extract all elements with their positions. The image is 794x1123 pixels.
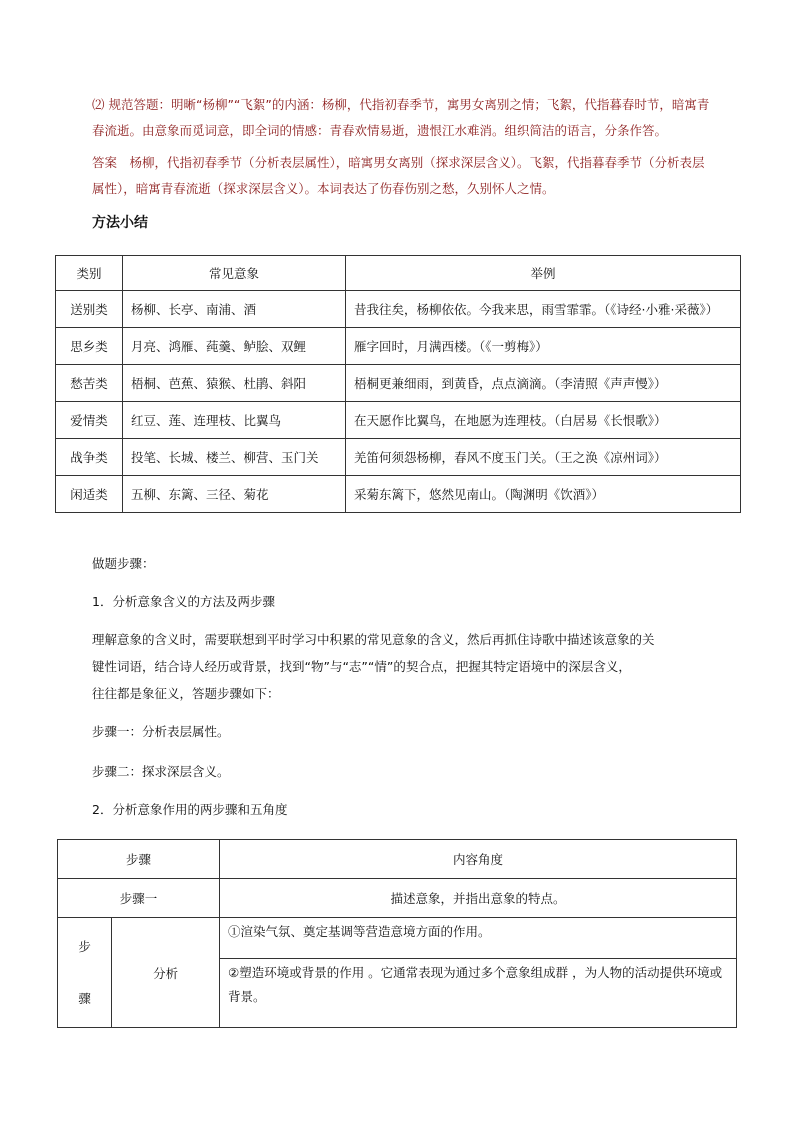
analyze-label: 分析 xyxy=(112,918,220,1028)
row-images: 红豆、莲、连理枝、比翼鸟 xyxy=(123,402,346,439)
vertical-char-1: 步 xyxy=(78,938,91,954)
row-category: 爱情类 xyxy=(56,402,123,439)
table-row xyxy=(56,291,741,328)
table-row xyxy=(56,328,741,365)
row-category: 愁苦类 xyxy=(56,365,123,402)
answer-paragraph: 答案 杨柳，代指初春季节（分析表层属性），暗寓男女离别（探求深层含义）。飞絮，代指暮春季节（分析表层属性），暗寓青春流逝（探求深层含义）。本词表达了伤春伤别之愁，久别怀人之情。 xyxy=(92,155,705,196)
function-item-a: ①渲染气氛、奠定基调等营造意境方面的作用。 xyxy=(220,918,737,959)
table-row xyxy=(58,879,737,918)
row-category: 战争类 xyxy=(56,439,123,476)
function-item-b: ②塑造环境或背景的作用 。它通常表现为通过多个意象组成群 ，为人物的活动提供环境或背景。 xyxy=(220,959,737,1028)
header-example: 举例 xyxy=(346,256,741,291)
table-row xyxy=(58,918,737,959)
row-category: 送别类 xyxy=(56,291,123,328)
step-two: 步骤二：探求深层含义。 xyxy=(92,764,230,779)
row-images: 五柳、东篱、三径、菊花 xyxy=(123,476,346,513)
table-row xyxy=(56,476,741,513)
row-images: 杨柳、长亭、南浦、酒 xyxy=(123,291,346,328)
row1-content: 描述意象，并指出意象的特点。 xyxy=(220,879,737,918)
item1-body-line3: 往往都是象征义，答题步骤如下： xyxy=(92,686,280,701)
section-title: 方法小结 xyxy=(92,215,148,231)
header-images: 常见意象 xyxy=(123,256,346,291)
item1-title: 1．分析意象含义的方法及两步骤 xyxy=(92,594,275,609)
step-one: 步骤一：分析表层属性。 xyxy=(92,724,230,739)
row-example: 羌笛何须怨杨柳，春风不度玉门关。（王之涣《凉州词》） xyxy=(346,439,741,476)
table-header-row xyxy=(56,256,741,291)
row-images: 梧桐、芭蕉、猿猴、杜鹃、斜阳 xyxy=(123,365,346,402)
row1-step: 步骤一 xyxy=(58,879,220,918)
header-content: 内容角度 xyxy=(220,840,737,879)
row-example: 雁字回时，月满西楼。（《一剪梅》） xyxy=(346,328,741,365)
header-step: 步骤 xyxy=(58,840,220,879)
row-category: 思乡类 xyxy=(56,328,123,365)
steps-intro: 做题步骤： xyxy=(92,556,155,571)
table-header-row xyxy=(58,840,737,879)
table-row xyxy=(56,402,741,439)
item2-title: 2．分析意象作用的两步骤和五角度 xyxy=(92,802,288,817)
table-row xyxy=(56,365,741,402)
header-category: 类别 xyxy=(56,256,123,291)
row-images: 月亮、鸿雁、莼羹、鲈脍、双鲤 xyxy=(123,328,346,365)
guidance-paragraph: ⑵ 规范答题：明晰“杨柳”“飞絮”的内涵：杨柳，代指初春季节，寓男女离别之情；飞絮，代指暮春时节，暗寓青春流逝。由意象而觅词意，即全词的情感：青春欢情易逝，遗恨江水难消。组织简洁的语言，分条作答。 xyxy=(92,97,710,138)
row-example: 在天愿作比翼鸟，在地愿为连理枝。（白居易《长恨歌》） xyxy=(346,402,741,439)
row-example: 梧桐更兼细雨，到黄昏，点点滴滴。（李清照《声声慢》） xyxy=(346,365,741,402)
step-vertical-label xyxy=(58,918,112,1028)
row-example: 采菊东篱下，悠然见南山。（陶渊明《饮酒》） xyxy=(346,476,741,513)
table-row xyxy=(56,439,741,476)
row-images: 投笔、长城、楼兰、柳营、玉门关 xyxy=(123,439,346,476)
row-category: 闲适类 xyxy=(56,476,123,513)
row-example: 昔我往矣，杨柳依依。今我来思，雨雪霏霏。（《诗经·小雅·采薇》） xyxy=(346,291,741,328)
imagery-function-table xyxy=(57,839,737,1028)
item1-body-line1: 理解意象的含义时，需要联想到平时学习中积累的常见意象的含义，然后再抓住诗歌中描述该意象的关 xyxy=(92,632,655,647)
imagery-summary-table xyxy=(55,255,741,513)
item1-body-line2: 键性词语，结合诗人经历或背景，找到“物”与“志”“情”的契合点，把握其特定语境中的深层含义， xyxy=(92,659,631,674)
vertical-char-2: 骤 xyxy=(78,990,91,1006)
